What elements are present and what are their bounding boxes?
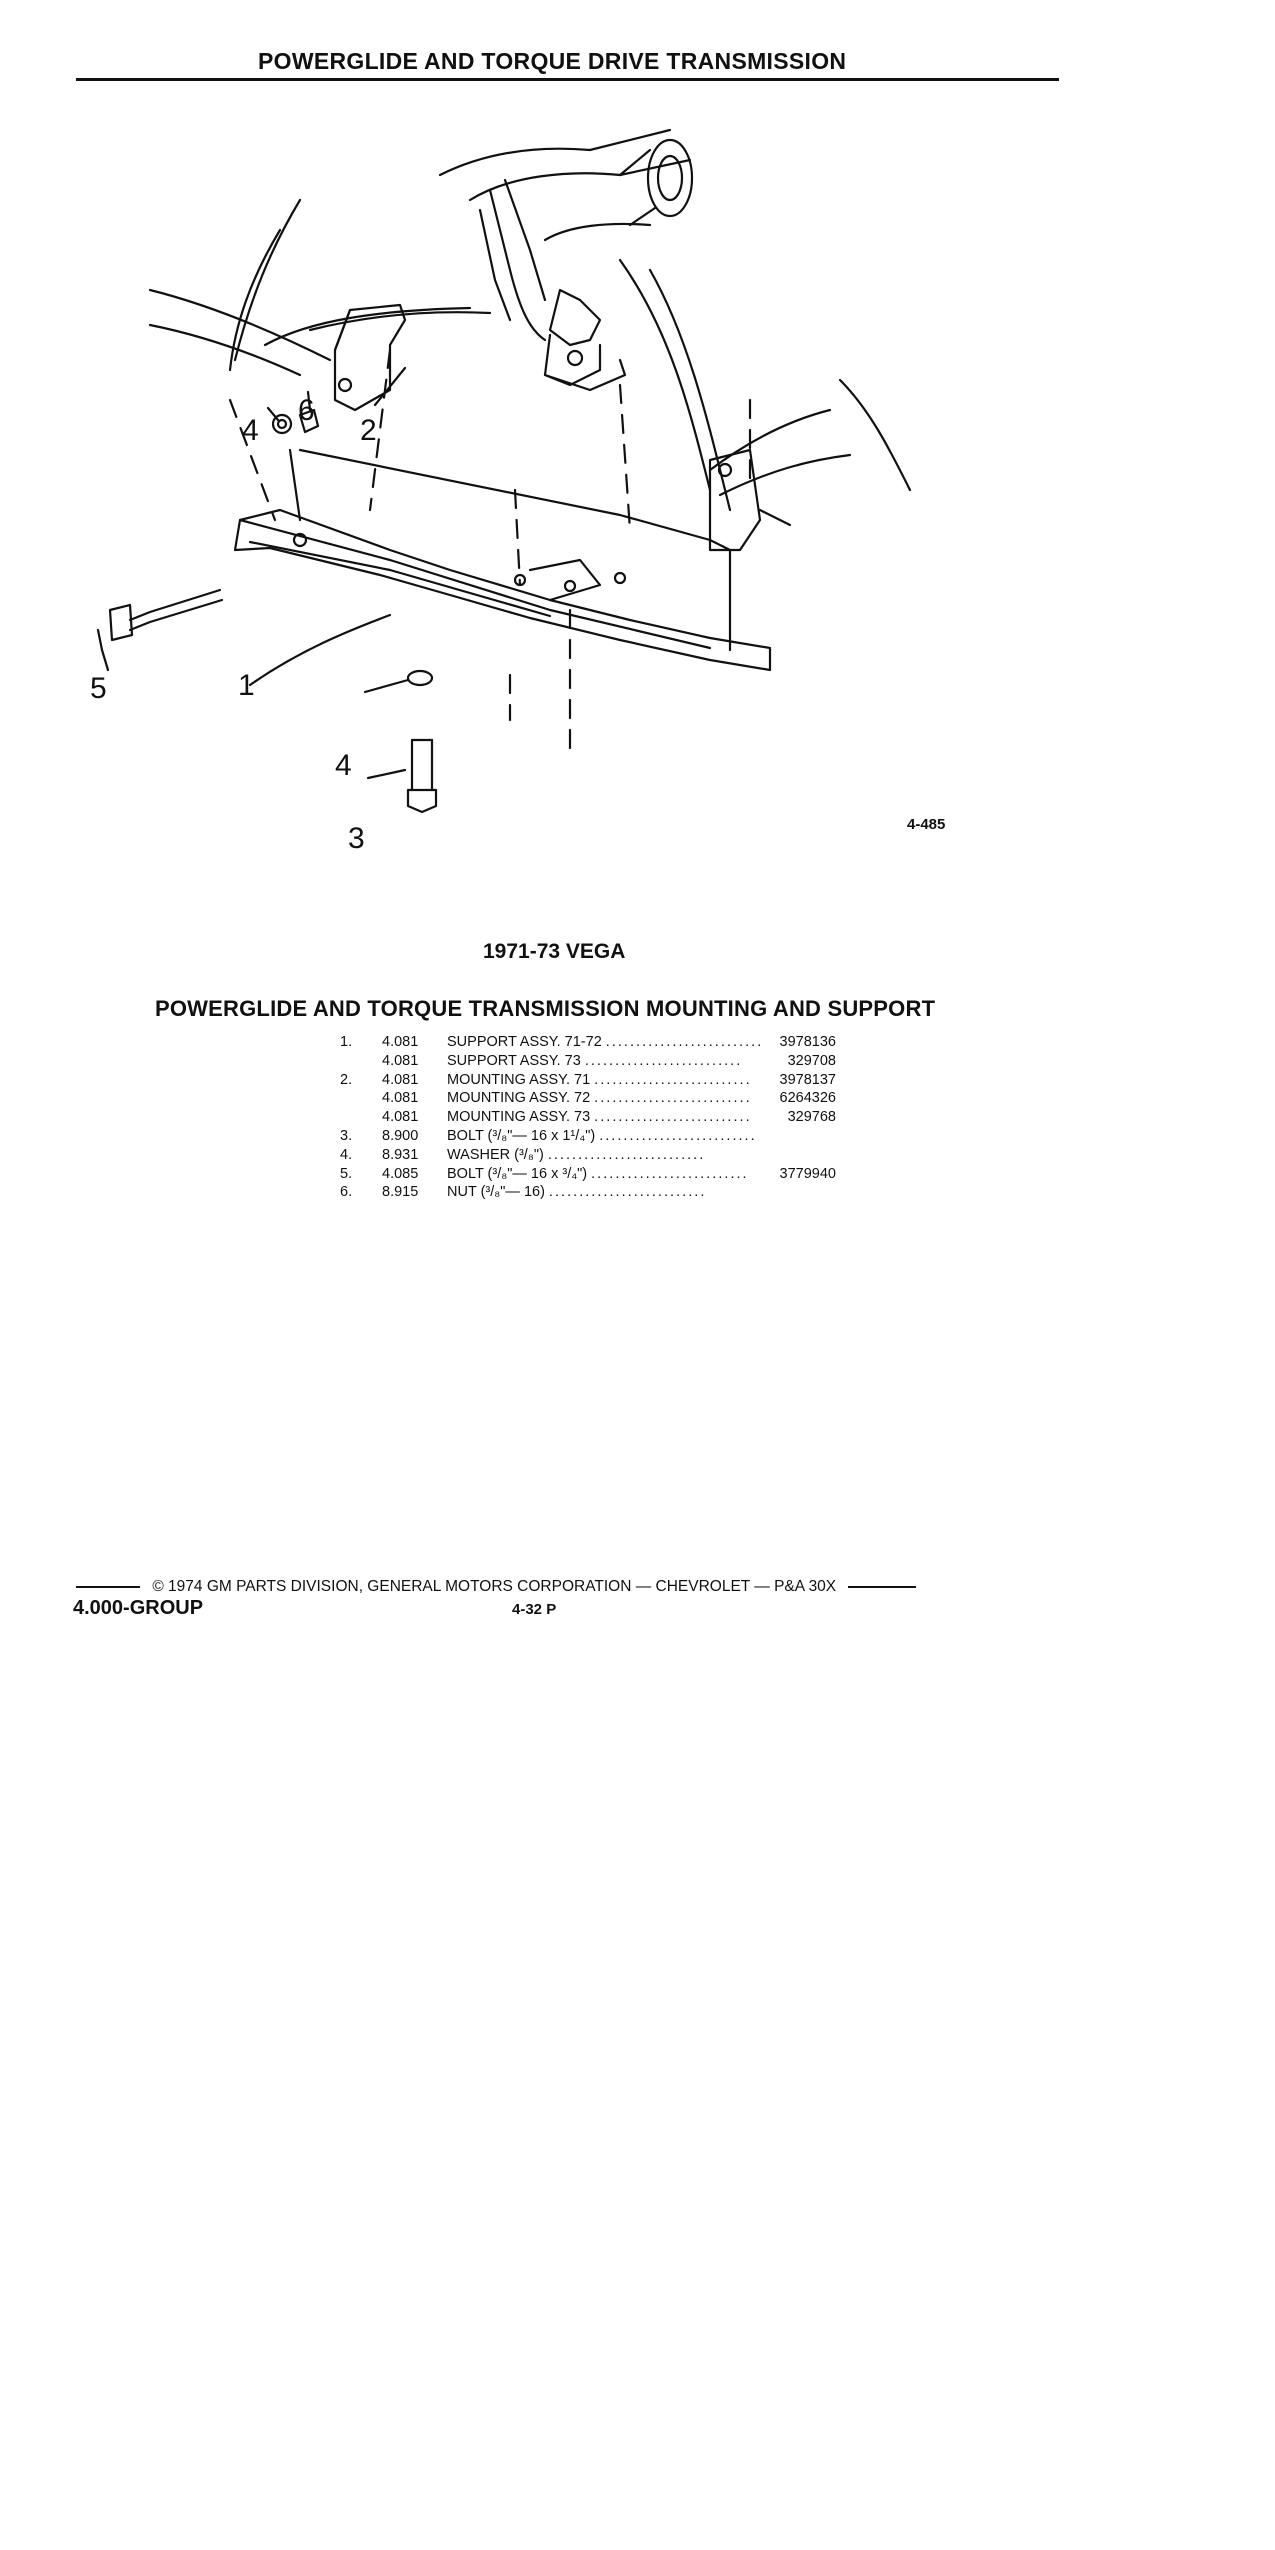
parts-desc: BOLT (³/₈"— 16 x 1¹/₄") xyxy=(447,1127,596,1144)
transmission-mount-diagram xyxy=(90,130,1010,900)
parts-group: 8.931 xyxy=(382,1146,419,1163)
figure-caption: 1971-73 VEGA xyxy=(483,940,626,963)
parts-ref: 1. xyxy=(340,1034,353,1050)
parts-desc: SUPPORT ASSY. 73 xyxy=(447,1052,581,1069)
parts-ref: 3. xyxy=(340,1127,353,1144)
callout-6: 6 xyxy=(298,394,315,427)
parts-number: 6264326 xyxy=(779,1090,836,1107)
parts-leader-dots: . . . . . . . . . . . . . . . . . . . . . . . . . . xyxy=(594,1071,749,1088)
callout-2: 2 xyxy=(360,414,377,447)
parts-ref: 4. xyxy=(340,1146,353,1163)
parts-ref: 2. xyxy=(340,1071,353,1088)
footer-copyright: © 1974 GM PARTS DIVISION, GENERAL MOTORS CORPORATION — CHEVROLET — P&A 30X xyxy=(152,1578,837,1595)
parts-leader-dots: . . . . . . . . . . . . . . . . . . . . . . . . . . xyxy=(591,1165,746,1182)
callout-4-upper: 4 xyxy=(242,414,259,447)
parts-group: 4.081 xyxy=(382,1109,419,1126)
callout-3: 3 xyxy=(348,822,365,855)
parts-number: 3978136 xyxy=(779,1034,836,1050)
page-header-title: POWERGLIDE AND TORQUE DRIVE TRANSMISSION xyxy=(258,48,847,74)
parts-group: 4.085 xyxy=(382,1165,419,1182)
parts-group: 8.900 xyxy=(382,1127,419,1144)
footer-page-number: 4-32 P xyxy=(512,1601,557,1618)
parts-group: 4.081 xyxy=(382,1090,419,1107)
parts-ref: 5. xyxy=(340,1165,353,1182)
parts-desc: SUPPORT ASSY. 71-72 xyxy=(447,1034,602,1050)
parts-number: 3978137 xyxy=(779,1071,836,1088)
footer-copyright-line xyxy=(76,1578,916,1596)
parts-group: 8.915 xyxy=(382,1184,419,1201)
section-title: POWERGLIDE AND TORQUE TRANSMISSION MOUNTING AND SUPPORT xyxy=(155,996,936,1021)
parts-desc: MOUNTING ASSY. 73 xyxy=(447,1109,591,1126)
parts-leader-dots: . . . . . . . . . . . . . . . . . . . . . . . . . . xyxy=(605,1034,761,1050)
parts-desc: WASHER (³/₈") xyxy=(447,1146,544,1163)
callout-5: 5 xyxy=(90,672,107,705)
parts-leader-dots: . . . . . . . . . . . . . . . . . . . . . . . . . . xyxy=(584,1052,740,1069)
parts-leader-dots: . . . . . . . . . . . . . . . . . . . . . . . . . . xyxy=(594,1090,749,1107)
footer-group: 4.000-GROUP xyxy=(73,1597,204,1619)
parts-leader-dots: . . . . . . . . . . . . . . . . . . . . . . . . . . xyxy=(547,1146,703,1163)
parts-number: 329768 xyxy=(787,1109,836,1126)
parts-group: 4.081 xyxy=(382,1052,419,1069)
figure-number: 4-485 xyxy=(907,816,946,833)
parts-leader-dots: . . . . . . . . . . . . . . . . . . . . . . . . . . xyxy=(599,1127,754,1144)
parts-desc: NUT (³/₈"— 16) xyxy=(447,1184,545,1201)
parts-group: 4.081 xyxy=(382,1034,419,1050)
parts-ref: 6. xyxy=(340,1184,353,1201)
parts-desc: BOLT (³/₈"— 16 x ³/₄") xyxy=(447,1165,588,1182)
parts-group: 4.081 xyxy=(382,1071,419,1088)
parts-desc: MOUNTING ASSY. 71 xyxy=(447,1071,591,1088)
parts-leader-dots: . . . . . . . . . . . . . . . . . . . . . . . . . . xyxy=(594,1109,749,1126)
header-rule xyxy=(76,78,1059,81)
footer-rule-right xyxy=(848,1586,916,1588)
parts-desc: MOUNTING ASSY. 72 xyxy=(447,1090,591,1107)
footer-rule-left xyxy=(76,1586,140,1588)
parts-leader-dots: . . . . . . . . . . . . . . . . . . . . . . . . . . xyxy=(548,1184,704,1201)
parts-number: 329708 xyxy=(787,1052,836,1069)
callout-4-lower: 4 xyxy=(335,749,352,782)
parts-number: 3779940 xyxy=(779,1165,836,1182)
callout-1: 1 xyxy=(238,669,255,702)
